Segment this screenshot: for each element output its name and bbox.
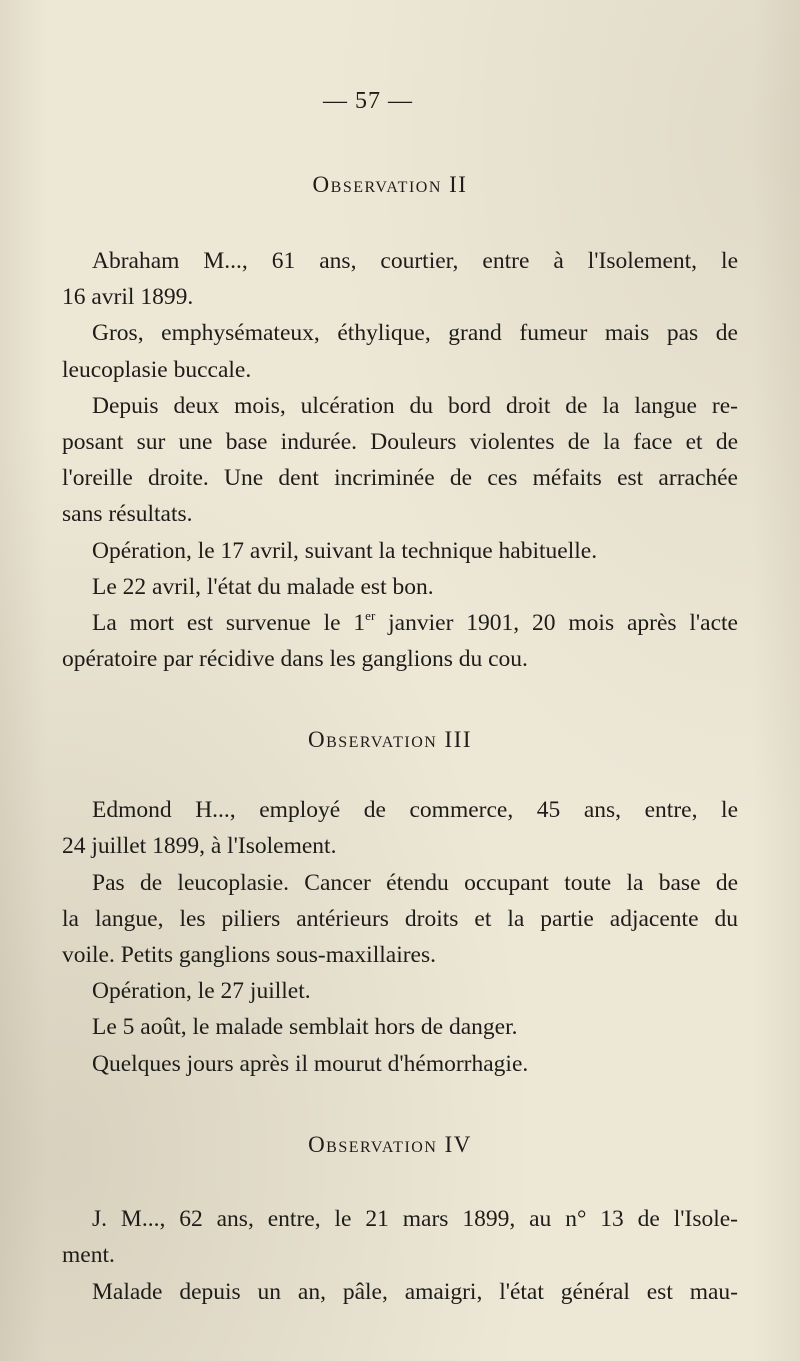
observation-3-line-8: Quelques jours après il mourut d'hémorrhagie. (92, 1051, 529, 1077)
observation-2-line-7: l'oreille droite. Une dent incriminée de ces méfaits est arrachée (62, 465, 738, 491)
observation-2-title: Observation II (312, 172, 468, 197)
observation-3-line-3: Pas de leucoplasie. Cancer étendu occupant toute la base de (92, 870, 738, 896)
observation-2-line-12: opératoire par récidive dans les ganglions du cou. (62, 646, 528, 672)
observation-4-line-2: ment. (62, 1242, 115, 1268)
observation-2-line-6: posant sur une base indurée. Douleurs violentes de la face et de (62, 429, 738, 455)
observation-2-line-4: leucoplasie buccale. (62, 357, 252, 383)
observation-2-line-10: Le 22 avril, l'état du malade est bon. (92, 574, 434, 600)
observation-3-title: Observation III (307, 727, 473, 752)
observation-4-line-3: Malade depuis un an, pâle, amaigri, l'état général est mau- (92, 1279, 738, 1305)
observation-3-line-5: voile. Petits ganglions sous-maxillaires. (62, 942, 437, 968)
death-suffix: janvier 1901, 20 mois après l'acte (388, 610, 738, 636)
ordinal-superscript: er (365, 608, 376, 623)
observation-2-line-2: 16 avril 1899. (62, 284, 194, 310)
observation-3-line-7: Le 5 août, le malade semblait hors de danger. (92, 1014, 518, 1040)
observation-3-line-1: Edmond H..., employé de commerce, 45 ans, entre, le (92, 797, 738, 823)
observation-2-line-9: Opération, le 17 avril, suivant la technique habituelle. (92, 538, 598, 564)
observation-2-line-5: Depuis deux mois, ulcération du bord droit de la langue re- (92, 393, 738, 419)
observation-3-line-6: Opération, le 27 juillet. (92, 978, 311, 1004)
observation-2-line-1: Abraham M..., 61 ans, courtier, entre à l'Isolement, le (92, 248, 738, 274)
observation-2-line-3: Gros, emphysémateux, éthylique, grand fumeur mais pas de (92, 320, 738, 346)
page-number: — 57 — (323, 88, 413, 114)
observation-2-line-11 (92, 610, 738, 637)
death-prefix: La mort est survenue le 1 (92, 610, 366, 636)
observation-4-title: Observation IV (308, 1132, 472, 1157)
observation-3-line-4: la langue, les piliers antérieurs droits et la partie adjacente du (62, 906, 738, 932)
observation-3-line-2: 24 juillet 1899, à l'Isolement. (62, 833, 337, 859)
observation-4-line-1: J. M..., 62 ans, entre, le 21 mars 1899, au n° 13 de l'Isole- (92, 1206, 738, 1232)
observation-2-line-8: sans résultats. (62, 501, 193, 527)
